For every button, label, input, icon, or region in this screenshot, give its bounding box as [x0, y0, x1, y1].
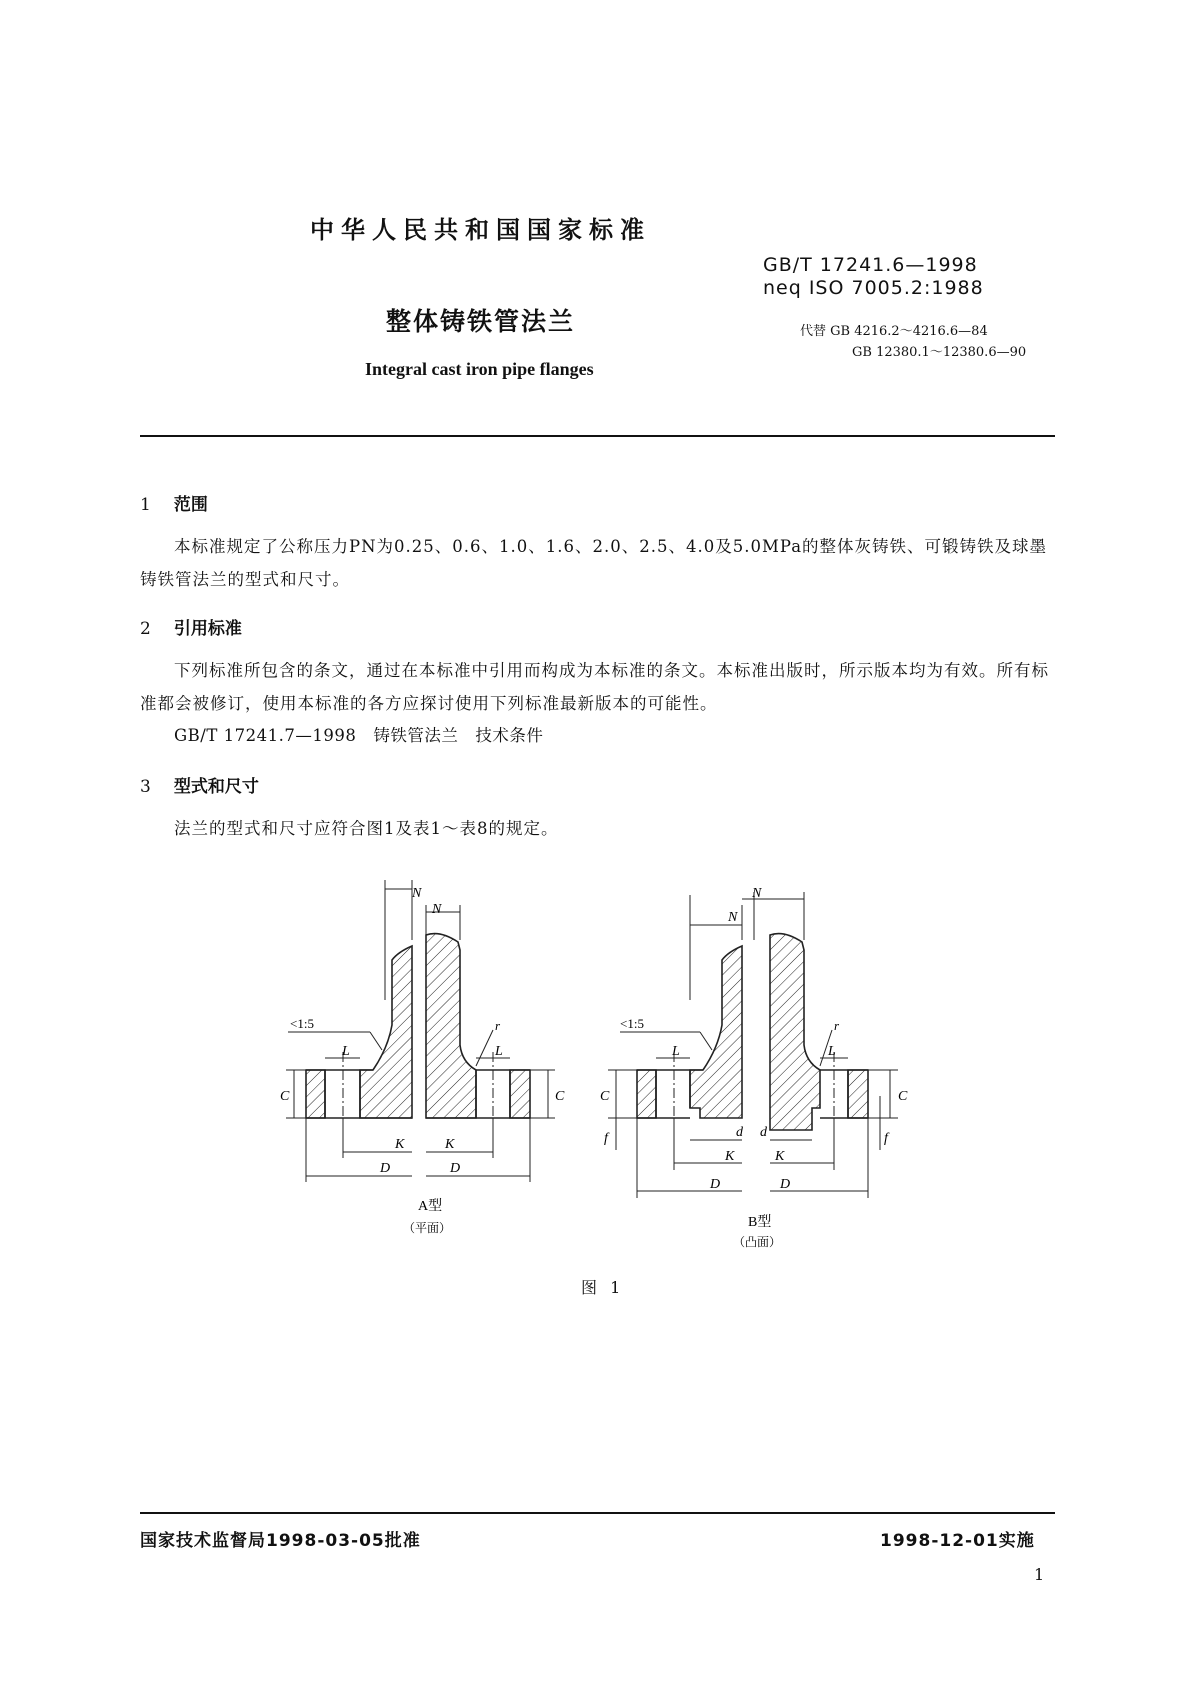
replaces-line-2: GB 12380.1～12380.6—90: [852, 345, 1027, 360]
type-a-label: A型: [418, 1199, 443, 1214]
dim-d-small-b2: d: [760, 1125, 767, 1140]
dim-r-b: r: [834, 1018, 840, 1033]
approval-date: 国家技术监督局1998-03-05批准: [140, 1531, 421, 1551]
document-title-en: Integral cast iron pipe flanges: [365, 359, 594, 379]
section-number: 1: [140, 495, 151, 515]
dim-l-b1: L: [672, 1044, 680, 1059]
referenced-standard: GB/T 17241.7—1998 铸铁管法兰 技术条件: [174, 726, 544, 745]
replaces-line-1: 代替 GB 4216.2～4216.6—84: [800, 324, 988, 339]
dim-d-b1: D: [710, 1177, 721, 1192]
section-title: 引用标准: [173, 619, 242, 639]
dim-f-b1: f: [604, 1131, 608, 1146]
dim-f-b2: f: [884, 1131, 888, 1146]
dim-k-a2: K: [445, 1137, 455, 1152]
dim-d-b2: D: [780, 1177, 791, 1192]
dim-c-a1: C: [280, 1089, 290, 1104]
figure-caption: 图 1: [581, 1278, 625, 1297]
section-number: 3: [140, 777, 151, 797]
taper-label-b: <1:5: [620, 1016, 644, 1031]
section-3-paragraph: 法兰的型式和尺寸应符合图1及表1～表8的规定。: [174, 819, 559, 838]
national-standard-title: 中华人民共和国国家标准: [310, 216, 651, 244]
dim-k-b2: K: [775, 1149, 785, 1164]
dim-r-a: r: [495, 1018, 501, 1033]
dim-n-a2: N: [432, 902, 442, 917]
dim-k-a1: K: [395, 1137, 405, 1152]
dim-k-b1: K: [725, 1149, 735, 1164]
dim-l-a1: L: [342, 1044, 350, 1059]
type-b-drawing: [608, 892, 898, 1198]
document-title: 整体铸铁管法兰: [386, 307, 576, 336]
page-number: 1: [1034, 1565, 1045, 1584]
dim-c-b1: C: [600, 1089, 610, 1104]
standard-number: GB/T 17241.6—1998: [763, 254, 978, 276]
section-title: 范围: [173, 495, 208, 515]
type-a-drawing: [286, 880, 555, 1182]
section-1-paragraph: 本标准规定了公称压力PN为0.25、0.6、1.0、1.6、2.0、2.5、4.0及5.0MPa的整体灰铸铁、可锻铸铁及球墨铸铁管法兰的型式和尺寸。: [140, 537, 1048, 589]
dim-n-b1: N: [752, 886, 762, 901]
section-number: 2: [140, 619, 151, 639]
section-2-paragraph: 下列标准所包含的条文，通过在本标准中引用而构成为本标准的条文。本标准出版时，所示版本均为有效。所有标准都会被修订，使用本标准的各方应探讨使用下列标准最新版本的可能性。: [140, 661, 1049, 713]
iso-equivalence: neq ISO 7005.2:1988: [763, 277, 984, 299]
type-a-sublabel: （平面）: [403, 1221, 452, 1235]
dim-l-a2: L: [495, 1044, 503, 1059]
dim-d-a2: D: [450, 1161, 461, 1176]
dim-n-a1: N: [412, 886, 422, 901]
dim-n-b2: N: [728, 910, 738, 925]
dim-d-a1: D: [380, 1161, 391, 1176]
dim-c-b2: C: [898, 1089, 908, 1104]
type-b-sublabel: （凸面）: [733, 1235, 782, 1249]
taper-label-a: <1:5: [290, 1016, 314, 1031]
implementation-date: 1998-12-01实施: [880, 1531, 1035, 1551]
section-title: 型式和尺寸: [173, 777, 259, 797]
type-b-label: B型: [748, 1215, 772, 1230]
footer-divider: [140, 1512, 1055, 1514]
dim-c-a2: C: [555, 1089, 565, 1104]
dim-l-b2: L: [828, 1044, 836, 1059]
dim-d-small-b1: d: [736, 1125, 743, 1140]
